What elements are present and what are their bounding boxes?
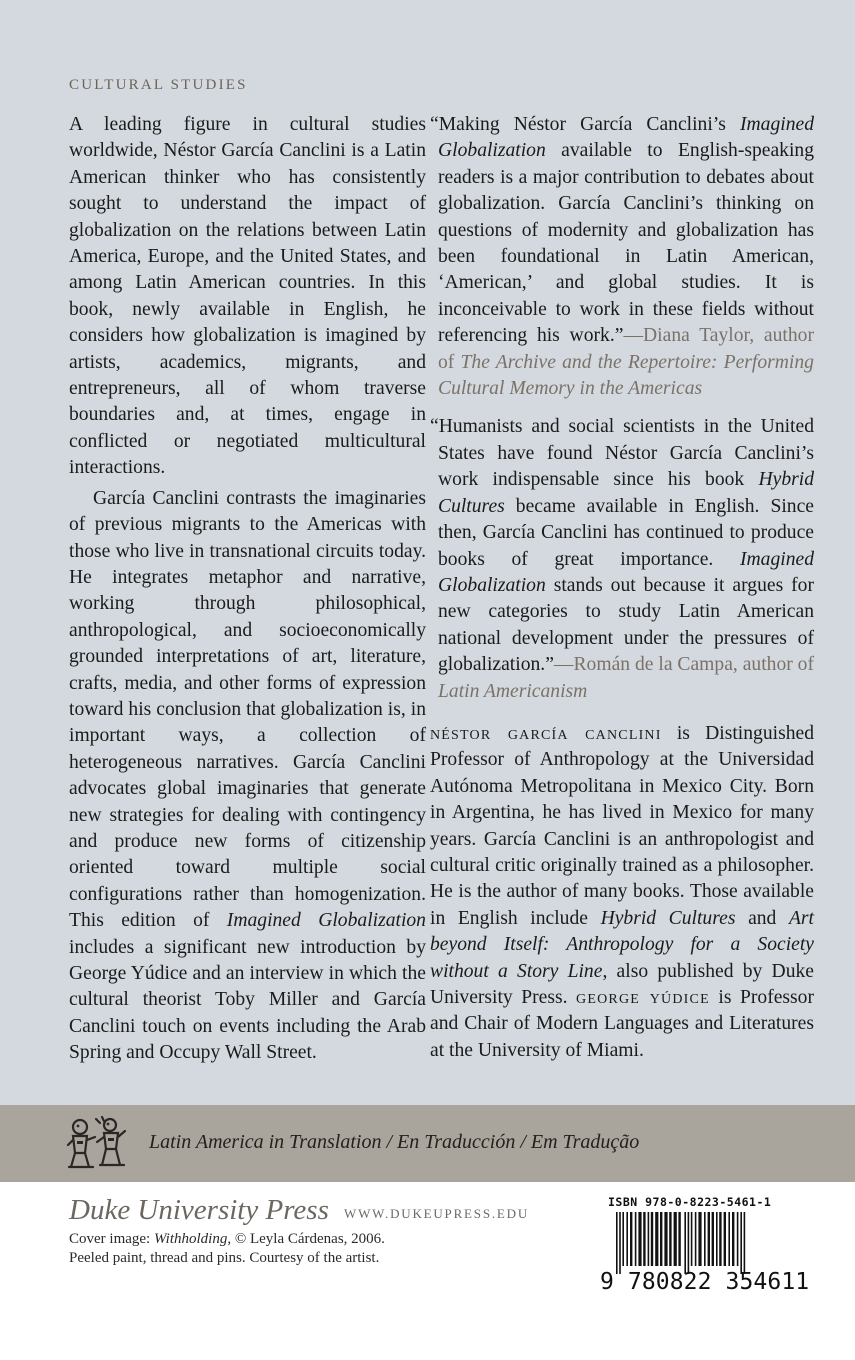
codex-figure-icon <box>66 1115 128 1172</box>
barcode-bar <box>716 1212 718 1266</box>
barcode-bar <box>660 1212 662 1266</box>
barcode-digits: 9 780822 354611 <box>600 1269 810 1295</box>
barcode-bar <box>719 1212 721 1266</box>
barcode-bar <box>648 1212 650 1266</box>
barcode-bar <box>635 1212 637 1266</box>
barcode-bar <box>638 1212 641 1266</box>
barcode-bar <box>688 1212 690 1274</box>
barcode-bar <box>669 1212 671 1266</box>
barcode-bar <box>695 1212 697 1266</box>
series-band <box>0 1105 855 1182</box>
barcode-bar <box>740 1212 742 1274</box>
barcode-bar <box>708 1212 710 1266</box>
barcode-bar <box>704 1212 706 1266</box>
barcode-bar <box>674 1212 677 1266</box>
barcode-bar <box>630 1212 632 1266</box>
barcode-bar <box>622 1212 624 1266</box>
publisher-name: Duke University Press <box>69 1194 329 1226</box>
barcode-bar <box>684 1212 686 1274</box>
barcode-bar <box>619 1212 621 1274</box>
barcode-bar <box>655 1212 658 1266</box>
publisher-area <box>0 1182 855 1360</box>
isbn-label: ISBN 978-0-8223-5461-1 <box>608 1195 772 1209</box>
barcode-bar <box>732 1212 734 1266</box>
barcode-bar <box>616 1212 618 1274</box>
barcode-bar <box>744 1212 746 1274</box>
description-column <box>69 112 426 1067</box>
description-paragraph-1: A leading figure in cultural studies worldwide, Néstor García Canclini is a Latin American thinker who has consistently sought to understand the impact of globalization on the relations between Latin America, Europe, and the United States, and among Latin American countries. In this book, newly available in English, he considers how globalization is imagined by artists, academics, migrants, and entrepreneurs, all of whom traverse boundaries and, at times, engage in conflicted or negotiated multicultural interactions. <box>69 114 426 479</box>
barcode <box>598 1192 813 1302</box>
barcode-bar <box>728 1212 730 1266</box>
barcode-bar <box>691 1212 693 1266</box>
series-title: Latin America in Translation / En Traducción / Em Tradução <box>149 1131 640 1153</box>
publisher-website[interactable]: WWW.DUKEUPRESS.EDU <box>344 1206 530 1221</box>
category-label: CULTURAL STUDIES <box>69 77 248 93</box>
barcode-bar <box>698 1212 701 1266</box>
barcode-bars <box>598 1212 813 1274</box>
endorsement-quote-1: “Making Néstor García Canclini’s Imagined Globalization available to English-speaking readers is a major contribution to debates about globalization. García Canclini’s thinking on questions of modernity and globalization has been foundational in Latin American, ‘American,’ and global studies. It is inconceivable to work in these fields without referencing his work.”—Diana Taylor, author of The Archive and the Repertoire: Performing Cultural Memory in the Americas <box>430 114 814 400</box>
description-paragraph-2: García Canclini contrasts the imaginaries of previous migrants to the Americas with those who live in transnational circuits today. He integrates metaphor and narrative, working through philosophical, anthropological, and socioeconomically grounded interpretations of art, literature, crafts, media, and other forms of expression toward his conclusion that globalization is, in important ways, a collection of heterogeneous narratives. García Canclini advocates global imaginaries that generate new strategies for dealing with contingency and produce new forms of citizenship oriented toward multiple social configurations rather than homogenization. This edition of Imagined Globalization includes a significant new introduction by George Yúdice and an interview in which the cultural theorist Toby Miller and García Canclini touch on events including the Arab Spring and Occupy Wall Street. <box>69 487 426 1064</box>
barcode-bar <box>626 1212 628 1266</box>
barcode-bar <box>664 1212 667 1266</box>
barcode-bar <box>643 1212 645 1266</box>
barcode-bar <box>724 1212 726 1266</box>
endorsement-quote-2: “Humanists and social scientists in the United States have found Néstor García Canclini’s work indispensable since his book Hybrid Cultures became available in English. Since then, García Canclini has continued to produce books of great importance. Imagined Globalization stands out because it argues for new categories to study Latin American national development under the pressures of globalization.”—Román de la Campa, author of Latin Americanism <box>430 416 814 702</box>
endorsements-column <box>430 112 814 1076</box>
author-bio: néstor garcía canclini is Distinguished Professor of Anthropology at the Universidad Autónoma Metropolitana in Mexico City. Born in Argentina, he has lived in Mexico for many years. García Canclini is an anthropologist and cultural critic originally trained as a philosopher. He is the author of many books. Those available in English include Hybrid Cultures and Art beyond Itself: Anthropology for a Society without a Story Line, also published by Duke University Press. george yúdice is Professor and Chair of Modern Languages and Literatures at the University of Miami. <box>430 722 814 1061</box>
barcode-bar <box>678 1212 680 1266</box>
cover-image-credit: Cover image: Withholding, © Leyla Cárdenas, 2006. Peeled paint, thread and pins. Courtesy of the artist. <box>69 1231 385 1266</box>
barcode-bar <box>651 1212 653 1266</box>
barcode-bar <box>712 1212 714 1266</box>
barcode-bar <box>737 1212 739 1266</box>
